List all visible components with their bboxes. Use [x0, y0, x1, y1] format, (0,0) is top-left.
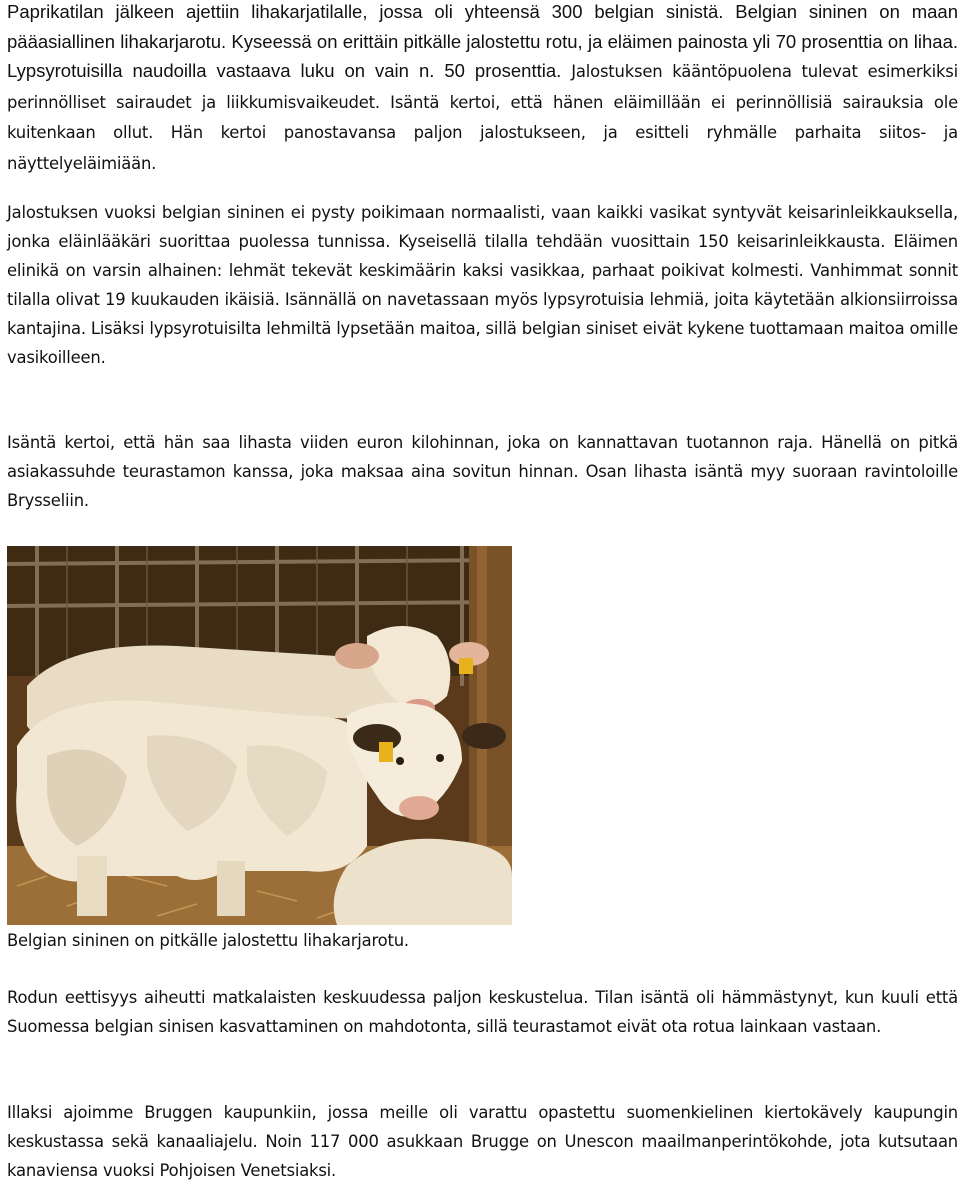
paragraph-intro: [7, 0, 958, 179]
belgian-blue-cattle-photo: [7, 546, 512, 925]
paragraph-intro-part1: Paprikatilan jälkeen ajettiin lihakarjatilalle, jossa oli yhteensä 300 belgian sinistä. Belgian sininen on maan pääasiallinen lihakarjarotu. Kyseessä on erittäin pitkälle jalostettu rotu, ja eläimen painosta yli 70 prosenttia on lihaa. Lypsyrotuisilla naudoilla vastaava luku on vain n. 50 prosenttia.: [7, 1, 958, 82]
paragraph-caesarean: Jalostuksen vuoksi belgian sininen ei pysty poikimaan normaalisti, vaan kaikki vasikat syntyvät keisarinleikkauksella, jonka eläinlääkäri suorittaa puolessa tunnissa. Kyseisellä tilalla tehdään vuosittain 150 keisarinleikkausta. Eläimen elinikä on varsin alhainen: lehmät tekevät keskimäärin kaksi vasikkaa, parhaat poikivat kolmesti. Vanhimmat sonnit tilalla olivat 19 kuukauden ikäisiä. Isännällä on navetassaan myös lypsyrotuisia lehmiä, joita käytetään alkionsiirroissa kantajina. Lisäksi lypsyrotuisilta lehmiltä lypsetään maitoa, sillä belgian siniset eivät kykene tuottamaan maitoa omille vasikoilleen.: [7, 203, 958, 367]
paragraph-bruges: Illaksi ajoimme Bruggen kaupunkiin, jossa meille oli varattu opastettu suomenkielinen kiertokävely kaupungin keskustassa sekä kanaaliajelu. Noin 117 000 asukkaan Brugge on Unescon maailmanperintökohde, jota kutsutaan kanaviensa vuoksi Pohjoisen Venetsiaksi.: [7, 1103, 958, 1180]
paragraph-intro-part2: Jalostuksen kääntöpuolena tulevat esimerkiksi perinnölliset sairaudet ja liikkumisvaikeudet. Isäntä kertoi, että hänen eläimillään ei perinnöllisiä sairauksia ole kuitenkaan ollut. Hän kertoi panostavansa paljon jalostukseen, ja esitteli ryhmälle parhaita siitos- ja näyttelyeläimiään.: [7, 62, 958, 173]
photo-caption: Belgian sininen on pitkälle jalostettu lihakarjarotu.: [7, 931, 409, 950]
paragraph-ethics: Rodun eettisyys aiheutti matkalaisten keskuudessa paljon keskustelua. Tilan isäntä oli hämmästynyt, kun kuuli että Suomessa belgian sinisen kasvattaminen on mahdotonta, sillä teurastamot eivät ota rotua lainkaan vastaan.: [7, 988, 958, 1036]
paragraph-meat-price: Isäntä kertoi, että hän saa lihasta viiden euron kilohinnan, joka on kannattavan tuotannon raja. Hänellä on pitkä asiakassuhde teurastamon kanssa, joka maksaa aina sovitun hinnan. Osan lihasta isäntä myy suoraan ravintoloille Brysseliin.: [7, 433, 958, 510]
